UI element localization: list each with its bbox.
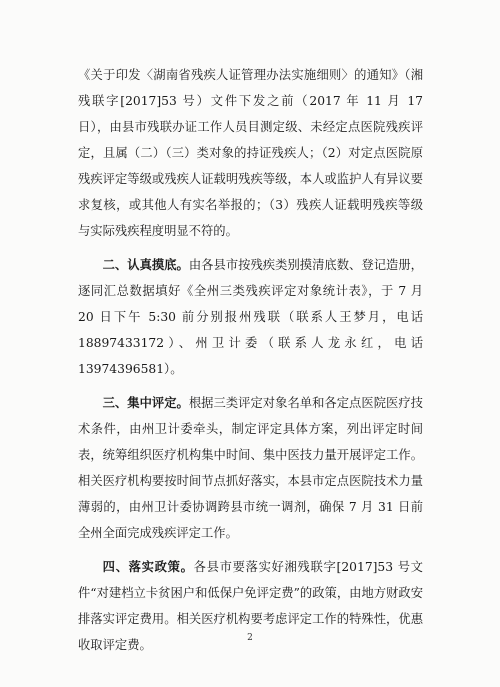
section-heading: 三、集中评定。 bbox=[102, 396, 189, 410]
page-number: 2 bbox=[247, 633, 253, 643]
paragraph-text: 各县市要落实好湘残联字[2017]53 号文件“对建档立卡贫困户和低保户免评定费”的政策，由地方财政安排落实评定费用。相关医疗机构要考虑评定工作的特殊性，优惠收取评定费。 bbox=[78, 560, 423, 652]
paragraph-continuation bbox=[78, 62, 423, 244]
paragraph-text: 《关于印发〈湖南省残疾人证管理办法实施细则〉的通知》（湘残联字[2017]53 号）文件下发之前（2017 年 11 月 17 日），由县市残联办证工作人员目测定级、未经定点医院残疾评定，且属（二）（三）类对象的持证残疾人；（2）对定点医院原残疾评定等级或残疾人证载明残疾等级，本人或监护人有异议要求复核，或其他人有实名举报的；（3）残疾人证载明残疾等级与实际残疾程度明显不符的。 bbox=[78, 68, 423, 238]
paragraph-assessment bbox=[78, 390, 423, 546]
paragraph-text: 由各县市按残疾类别摸清底数、登记造册，逐同汇总数据填好《全州三类残疾评定对象统计表》，于 7 月 20 日下午 5:30 前分别报州残联（联系人王梦月，电话 18897433172）、州卫计委（联系人龙永红，电话 13974396581）。 bbox=[78, 258, 423, 376]
section-heading: 二、认真摸底。 bbox=[102, 258, 189, 272]
paragraph-text: 根据三类评定对象名单和各定点医院医疗技术条件，由州卫计委牵头，制定评定具体方案，列出评定时间表，统筹组织医疗机构集中时间、集中医技力量开展评定工作。相关医疗机构要按时间节点抓好落实，本县市定点医院技术力量薄弱的，由州卫计委协调跨县市统一调剂，确保 7 月 31 日前全州全面完成残疾评定工作。 bbox=[78, 396, 423, 540]
document-body bbox=[78, 62, 423, 658]
section-heading: 四、落实政策。 bbox=[102, 560, 194, 574]
paragraph-survey bbox=[78, 252, 423, 382]
